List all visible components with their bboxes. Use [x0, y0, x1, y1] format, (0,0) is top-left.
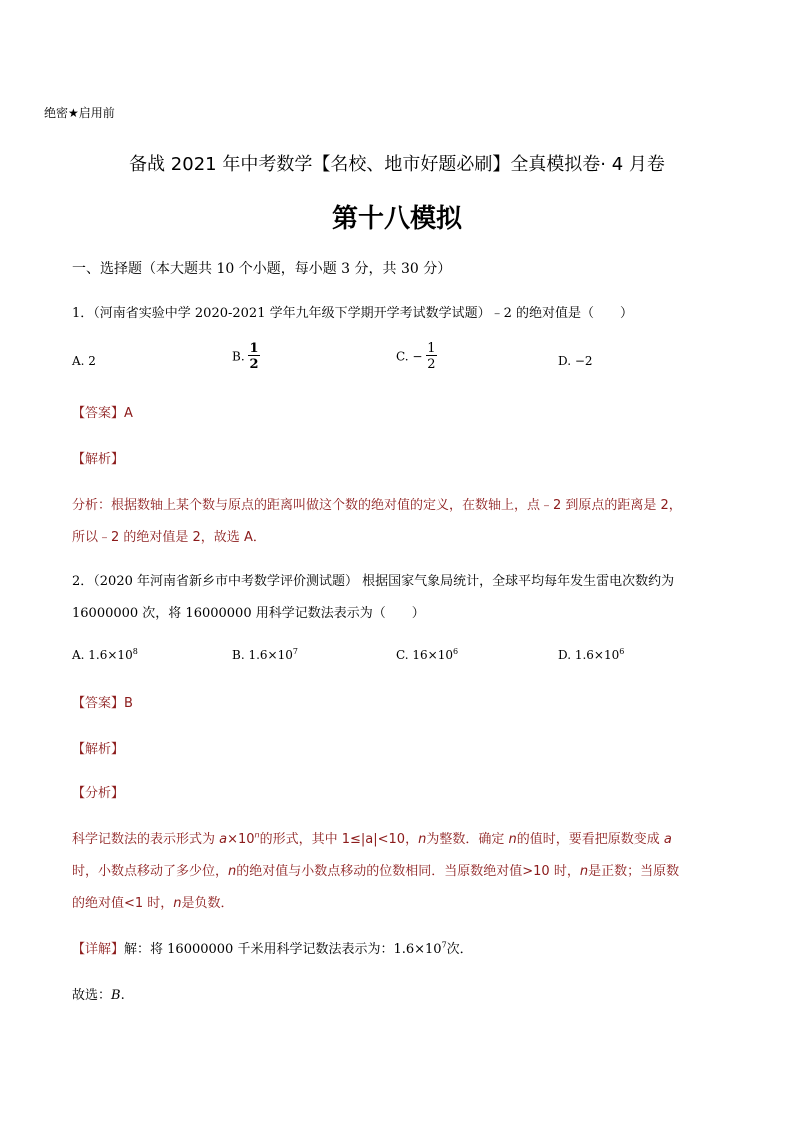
- q2-option-a-exponent: 8: [132, 647, 138, 656]
- variable-a: a: [219, 832, 228, 847]
- text-run: 科学记数法的表示形式为: [72, 832, 220, 847]
- question-2-stem-line-1: 2．（2020 年河南省新乡市中考数学评价测试题） 根据国家气象局统计，全球平均每年发生雷电次数约为: [72, 574, 675, 589]
- q2-option-b: [232, 648, 298, 662]
- q2-option-a: [72, 648, 138, 662]
- q1-analysis-line-2: 所以﹣2 的绝对值是 2，故选 A．: [72, 530, 266, 545]
- q2-choice-letter: B: [111, 988, 121, 1003]
- fraction-denominator: 2: [249, 357, 259, 372]
- variable-n: n: [228, 864, 237, 879]
- q2-choice: [72, 984, 125, 1003]
- exam-title: 备战 2021 年中考数学【名校、地市好题必刷】全真模拟卷· 4 月卷: [129, 154, 665, 175]
- q2-choice-prefix: 故选：: [72, 988, 112, 1003]
- text-run: 是正数；当原数: [588, 864, 680, 879]
- variable-n: n: [173, 896, 182, 911]
- q2-option-d-exponent: 6: [619, 647, 625, 656]
- q2-option-b-base: B. 1.6×10: [232, 648, 293, 662]
- q2-fenxi-tag: 【分析】: [72, 786, 125, 801]
- q2-detail-end: 次．: [446, 942, 473, 957]
- text-run: 的形式，其中 1≤|a|<10，: [259, 832, 419, 847]
- variable-n: n: [418, 832, 427, 847]
- q2-detail-text: 解：将 16000000 千米用科学记数法表示为：1.6×10: [124, 942, 442, 957]
- q1-option-a: A. 2: [72, 354, 96, 368]
- q1-analysis-line-1: 分析：根据数轴上某个数与原点的距离叫做这个数的绝对值的定义，在数轴上，点﹣2 到原点的距离是 2，: [72, 498, 682, 513]
- q2-fenxi-line-2: [72, 860, 679, 879]
- question-2-stem-line-2: 16000000 次，将 16000000 用科学记数法表示为（ ）: [72, 606, 425, 621]
- fraction-numerator: 1: [427, 341, 436, 356]
- q2-option-c-base: C. 16×10: [396, 648, 453, 662]
- fraction-numerator: 1: [249, 341, 259, 356]
- text-run: 是负数．: [181, 896, 234, 911]
- q2-option-c: [396, 648, 458, 662]
- fraction-denominator: 2: [427, 357, 436, 372]
- q2-detail: [72, 938, 473, 957]
- q1-analysis-tag: 【解析】: [72, 452, 125, 467]
- q1-option-d: D. −2: [558, 354, 593, 368]
- confidential-label: 绝密★启用前: [44, 106, 115, 120]
- q2-option-d: [558, 648, 624, 662]
- q2-answer: 【答案】B: [72, 696, 133, 711]
- q2-detail-exponent: 7: [441, 940, 447, 950]
- section-heading: 一、选择题（本大题共 10 个小题，每小题 3 分，共 30 分）: [72, 261, 452, 277]
- variable-n: n: [579, 864, 589, 879]
- q1-answer: 【答案】A: [72, 406, 133, 421]
- variable-n: n: [254, 830, 260, 840]
- variable-a: a: [663, 832, 672, 847]
- q2-option-c-exponent: 6: [452, 647, 459, 656]
- q1-option-c-prefix: C. −: [396, 349, 423, 364]
- text-run: 的绝对值与小数点移动的位数相同．当原数绝对值>10 时，: [236, 864, 580, 879]
- text-run: 的绝对值<1 时，: [72, 896, 174, 911]
- q1-option-c-fraction: [426, 342, 436, 371]
- text-run: 为整数．确定: [426, 832, 509, 847]
- q2-fenxi-line-3: [72, 892, 234, 911]
- q2-choice-end: .: [120, 988, 125, 1003]
- q2-option-b-exponent: 7: [292, 647, 298, 656]
- q1-option-b-fraction: [248, 342, 259, 371]
- q1-option-b-prefix: B.: [232, 349, 245, 364]
- text-run: 时，小数点移动了多少位，: [72, 864, 229, 879]
- exam-subtitle: 第十八模拟: [331, 204, 462, 234]
- q2-option-d-base: D. 1.6×10: [558, 648, 620, 662]
- q2-fenxi-line-1: [72, 828, 672, 847]
- q1-option-c: [396, 342, 437, 371]
- text-run: 的值时，要看把原数变成: [516, 832, 664, 847]
- question-1-stem: 1．（河南省实验中学 2020-2021 学年九年级下学期开学考试数学试题）﹣2 的绝对值是（ ）: [72, 306, 634, 321]
- text-run: ×10: [227, 832, 255, 847]
- q2-analysis-tag: 【解析】: [72, 742, 125, 757]
- q1-option-b: [232, 342, 260, 371]
- q2-detail-tag: 【详解】: [72, 942, 125, 957]
- variable-n: n: [508, 832, 517, 847]
- q2-option-a-base: A. 1.6×10: [72, 648, 133, 662]
